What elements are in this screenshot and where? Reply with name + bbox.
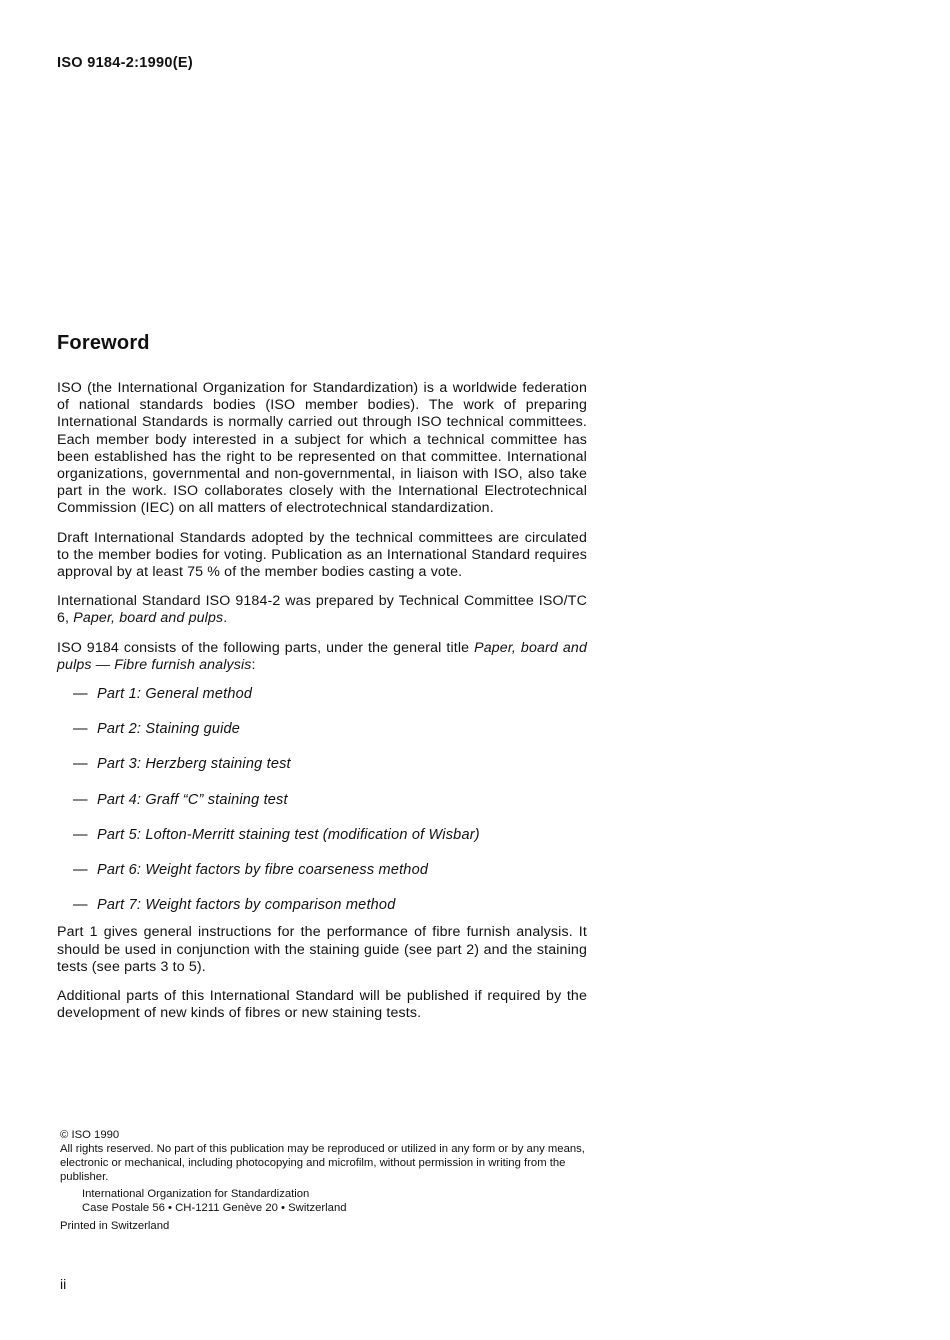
part-label: Part 4: Graff “C” staining test — [97, 791, 288, 808]
paragraph-additional-parts: Additional parts of this International Standard will be published if required by the development of new kinds of fibres or new staining tests. — [57, 987, 587, 1022]
list-item — [57, 721, 587, 756]
copyright-line: © ISO 1990 — [60, 1129, 120, 1141]
document-id: ISO 9184-2:1990(E) — [57, 55, 193, 71]
part-label: Part 6: Weight factors by fibre coarseness method — [97, 861, 429, 878]
parts-intro-end: : — [251, 656, 256, 673]
page-number: ii — [60, 1276, 67, 1292]
list-item — [57, 686, 587, 721]
part-label: Part 7: Weight factors by comparison method — [97, 897, 396, 914]
publisher-org: International Organization for Standardization — [82, 1188, 310, 1200]
part-label: Part 3: Herzberg staining test — [97, 756, 291, 773]
list-dash: — — [73, 791, 88, 808]
list-item — [57, 792, 587, 827]
list-dash: — — [73, 826, 88, 843]
paragraph-iso-intro: ISO (the International Organization for Standardization) is a worldwide federation of national standards bodies (ISO member bodies). The work of preparing International Standards is normally carried out through ISO technical committees. Each member body interested in a subject for which a technical committee has been established has the right to be represented on that committee. International organizations, governmental and non-governmental, in liaison with ISO, also take part in the work. ISO collaborates closely with the International Electrotechnical Commission (IEC) on all matters of electrotechnical standardization. — [57, 380, 587, 517]
list-dash: — — [73, 721, 88, 738]
rights-statement: All rights reserved. No part of this publication may be reproduced or utilized in any form or by any means, electronic or mechanical, including photocopying and microfilm, without permission in writing from the publisher. — [60, 1143, 585, 1183]
paragraph-part1-instructions: Part 1 gives general instructions for the performance of fibre furnish analysis. It should be used in conjunction with the staining guide (see part 2) and the staining tests (see parts 3 to 5). — [57, 924, 587, 975]
list-item — [57, 862, 587, 897]
prepared-by-end: . — [223, 610, 228, 627]
printed-in: Printed in Switzerland — [60, 1220, 170, 1232]
part-label: Part 2: Staining guide — [97, 721, 241, 738]
list-dash: — — [73, 756, 88, 773]
parts-list — [57, 686, 587, 932]
committee-title: Paper, board and pulps — [73, 610, 224, 627]
list-dash: — — [73, 897, 88, 914]
copyright-block — [60, 1128, 590, 1233]
general-title: Paper, board and pulps — Fibre furnish analysis — [57, 639, 587, 673]
paragraph-prepared-by — [57, 593, 587, 627]
parts-intro-text: ISO 9184 consists of the following parts, under the general title — [57, 639, 475, 656]
foreword-heading: Foreword — [57, 332, 150, 354]
part-label: Part 1: General method — [97, 686, 253, 703]
foreword-section — [57, 332, 587, 1034]
list-item — [57, 756, 587, 791]
paragraph-draft-standards: Draft International Standards adopted by the technical committees are circulated to the member bodies for voting. Publication as an International Standard requires approval by at least 75 % of the member bodies casting a vote. — [57, 529, 587, 581]
publisher-address: Case Postale 56 • CH-1211 Genève 20 • Switzerland — [82, 1202, 347, 1214]
list-dash: — — [73, 861, 88, 878]
list-item — [57, 827, 587, 862]
list-dash: — — [73, 686, 88, 703]
paragraph-parts-intro — [57, 640, 587, 674]
part-label: Part 5: Lofton-Merritt staining test (modification of Wisbar) — [97, 826, 480, 843]
prepared-by-text: International Standard ISO 9184-2 was prepared by Technical Committee ISO/TC 6, — [57, 593, 587, 627]
